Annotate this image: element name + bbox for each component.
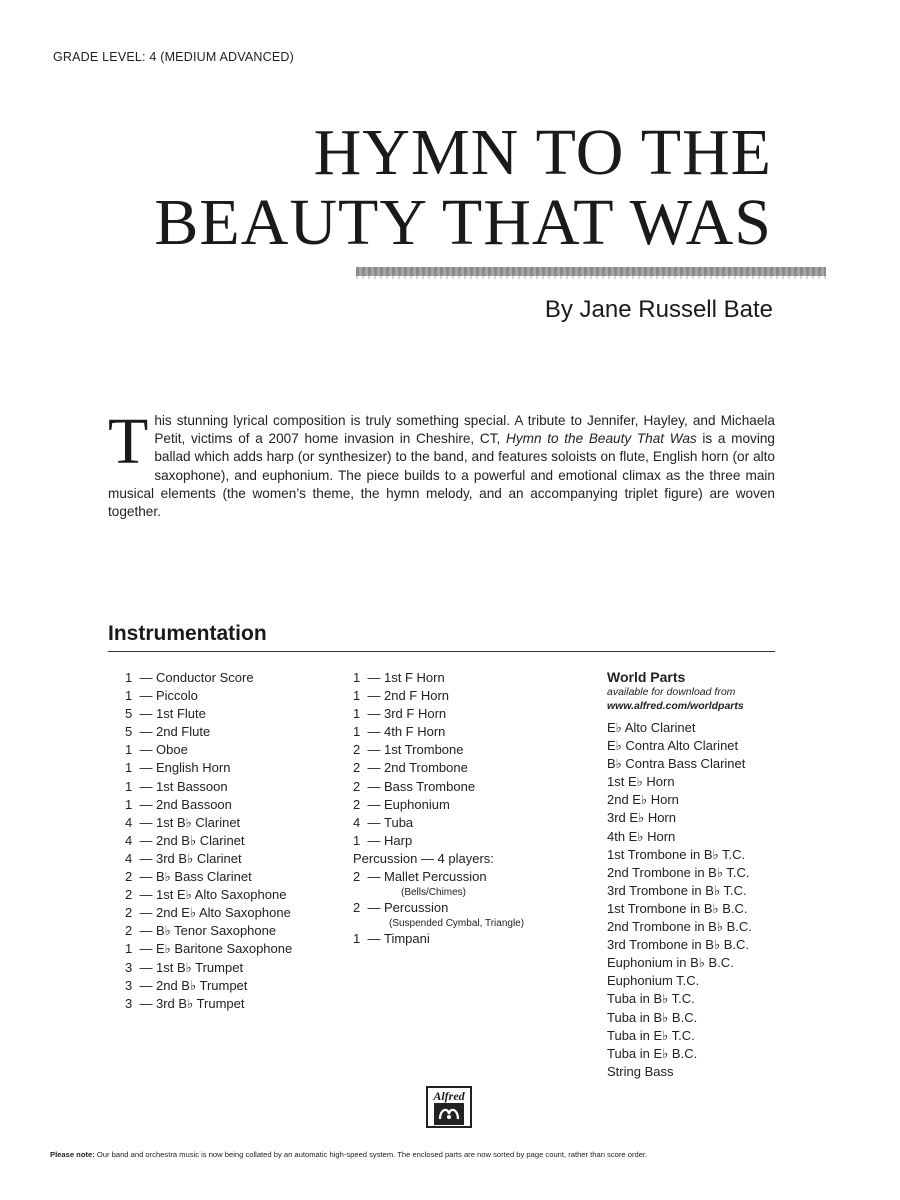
instrument-dash: — xyxy=(367,724,381,740)
instrument-item xyxy=(125,814,292,832)
instrument-dash: — xyxy=(139,670,153,685)
instrument-item xyxy=(353,723,524,741)
instrument-dash: — xyxy=(139,923,153,939)
instrument-dash: — xyxy=(367,760,381,776)
instrument-name: 1st B♭ Clarinet xyxy=(156,814,241,830)
instrument-count: 1 xyxy=(125,796,133,812)
instrument-dash: — xyxy=(367,670,381,685)
world-part-item: 4th E♭ Horn xyxy=(607,828,676,844)
instrument-count: 3 xyxy=(125,995,133,1011)
instrument-name: B♭ Bass Clarinet xyxy=(156,869,252,885)
instrument-count: 4 xyxy=(125,814,133,830)
instrument-dash: — xyxy=(367,869,381,885)
instrument-item xyxy=(353,687,524,705)
instrument-item xyxy=(353,832,524,850)
title-line-1: HYMN TO THE xyxy=(313,116,772,189)
intro-paragraph xyxy=(108,405,775,521)
instrument-item xyxy=(125,868,292,886)
instrument-dash: — xyxy=(139,905,153,921)
world-part-item: 1st Trombone in B♭ T.C. xyxy=(607,846,746,862)
instrument-name: Harp xyxy=(384,832,413,848)
instrument-item xyxy=(353,705,524,723)
instrument-dash: — xyxy=(367,796,381,812)
world-part-item: Tuba in E♭ T.C. xyxy=(607,1027,695,1043)
instrument-name: Conductor Score xyxy=(156,670,254,685)
drop-cap: T xyxy=(108,405,149,478)
alfred-logo-text: Alfred xyxy=(433,1089,465,1103)
instrument-name: 1st Trombone xyxy=(384,742,464,758)
instrument-name: 2nd Bassoon xyxy=(156,796,232,812)
world-part-item: 3rd Trombone in B♭ T.C. xyxy=(607,882,747,898)
instrument-count: 1 xyxy=(125,778,133,794)
instrument-count: 1 xyxy=(125,688,133,704)
world-parts-column xyxy=(607,669,752,1081)
world-part-item: Tuba in B♭ B.C. xyxy=(607,1009,698,1025)
instrument-name: 2nd B♭ Clarinet xyxy=(156,832,245,848)
instrument-item xyxy=(125,922,292,940)
world-part-item: 1st Trombone in B♭ B.C. xyxy=(607,900,748,916)
title-divider xyxy=(356,267,826,276)
instrument-name: 1st E♭ Alto Saxophone xyxy=(156,887,287,903)
instrument-name: Tuba xyxy=(384,814,414,830)
instrument-dash: — xyxy=(139,887,153,903)
instrument-item xyxy=(353,741,524,759)
world-part-item: 2nd Trombone in B♭ T.C. xyxy=(607,864,750,880)
instrument-name: 2nd E♭ Alto Saxophone xyxy=(156,905,291,921)
instrument-name: 1st Flute xyxy=(156,706,206,722)
footer-note xyxy=(50,1150,850,1159)
instrument-name: 3rd B♭ Clarinet xyxy=(156,850,242,866)
instrument-name: 3rd B♭ Trumpet xyxy=(156,995,245,1011)
instrument-name: English Horn xyxy=(156,760,231,776)
instrument-count: 4 xyxy=(353,814,361,830)
title-line-2: BEAUTY THAT WAS xyxy=(154,186,772,259)
instrument-dash: — xyxy=(139,796,153,812)
instrument-dash: — xyxy=(139,706,153,722)
instrument-item xyxy=(125,687,292,705)
instrument-name: 1st B♭ Trumpet xyxy=(156,959,244,975)
instrument-dash: — xyxy=(367,778,381,794)
instrument-column-2 xyxy=(353,669,524,948)
world-part-item: B♭ Contra Bass Clarinet xyxy=(607,756,746,772)
instrument-dash: — xyxy=(139,832,153,848)
instrument-item xyxy=(125,850,292,868)
instrument-count: 1 xyxy=(353,832,361,848)
instrument-item xyxy=(353,899,524,917)
world-part-item: Tuba in E♭ B.C. xyxy=(607,1045,698,1061)
instrument-name: Euphonium xyxy=(384,796,450,812)
instrument-item xyxy=(353,930,524,948)
instrument-count: 2 xyxy=(353,869,361,885)
title-divider-shadow xyxy=(356,276,826,279)
instrument-count: 1 xyxy=(125,760,133,776)
world-part-item: Euphonium in B♭ B.C. xyxy=(607,955,734,971)
instrument-count: 1 xyxy=(125,670,133,685)
instrument-name: Percussion xyxy=(384,900,449,916)
instrument-count: 2 xyxy=(125,887,133,903)
instrument-count: 3 xyxy=(125,959,133,975)
instrument-name: 4th F Horn xyxy=(384,724,446,740)
instrument-dash: — xyxy=(139,941,153,957)
instrument-count: 1 xyxy=(353,706,361,722)
world-part-item: 3rd Trombone in B♭ B.C. xyxy=(607,937,749,953)
instrument-item xyxy=(125,995,292,1013)
world-parts-title: World Parts xyxy=(607,669,686,685)
instrument-count: 1 xyxy=(353,688,361,704)
instrument-name: Oboe xyxy=(156,742,188,758)
percussion-subnote: (Bells/Chimes) xyxy=(401,887,467,899)
alfred-logo xyxy=(426,1086,472,1128)
instrument-count: 1 xyxy=(125,941,133,957)
instrument-name: 2nd F Horn xyxy=(384,688,450,704)
instrument-name: 2nd B♭ Trumpet xyxy=(156,977,248,993)
world-part-item: E♭ Contra Alto Clarinet xyxy=(607,738,739,754)
percussion-heading: Percussion — 4 players: xyxy=(353,850,494,866)
instrument-dash: — xyxy=(139,959,153,975)
instrument-dash: — xyxy=(367,832,381,848)
instrument-dash: — xyxy=(367,706,381,722)
instrument-item xyxy=(125,669,292,687)
instrument-item xyxy=(125,741,292,759)
instrument-count: 2 xyxy=(125,869,133,885)
world-part-item: E♭ Alto Clarinet xyxy=(607,720,696,735)
instrument-item xyxy=(353,778,524,796)
instrument-dash: — xyxy=(139,760,153,776)
instrument-dash: — xyxy=(139,850,153,866)
instrument-item xyxy=(125,940,292,958)
instrument-count: 5 xyxy=(125,706,133,722)
instrument-item xyxy=(353,868,524,886)
instrument-item xyxy=(125,723,292,741)
instrument-item xyxy=(353,669,524,687)
instrument-count: 1 xyxy=(353,670,361,685)
instrument-item xyxy=(125,705,292,723)
instrument-dash: — xyxy=(139,742,153,758)
world-part-item: 3rd E♭ Horn xyxy=(607,810,676,826)
instrument-count: 2 xyxy=(125,923,133,939)
instrumentation-divider xyxy=(108,651,775,652)
intro-text-part2: is a moving ballad which adds harp (or synthesizer) to the band, and features soloists on flute, English horn (or alto saxophone), and euphonium. The piece builds to a powerful and emotional climax as the three main musical elements (the women’s theme, the hymn melody, and an accompanying triplet figure) are woven together. xyxy=(108,431,775,520)
instrumentation-heading: Instrumentation xyxy=(108,622,267,645)
world-part-item: Euphonium T.C. xyxy=(607,973,700,989)
instrument-dash: — xyxy=(139,778,153,794)
footer-note-label: Please note: xyxy=(50,1150,95,1159)
instrument-dash: — xyxy=(139,688,153,704)
world-part-item: 1st E♭ Horn xyxy=(607,774,675,790)
instrument-count: 1 xyxy=(125,742,133,758)
instrument-dash: — xyxy=(139,869,153,885)
instrument-name: Timpani xyxy=(384,931,430,947)
instrument-count: 1 xyxy=(353,724,361,740)
instrument-count: 4 xyxy=(125,832,133,848)
instrument-dash: — xyxy=(367,688,381,704)
instrument-dash: — xyxy=(139,995,153,1011)
instrument-count: 2 xyxy=(353,900,361,916)
instrument-count: 5 xyxy=(125,724,133,740)
instrument-item xyxy=(125,759,292,777)
instrument-count: 2 xyxy=(353,742,361,758)
instrument-name: E♭ Baritone Saxophone xyxy=(156,941,293,957)
instrument-name: Mallet Percussion xyxy=(384,869,487,885)
alfred-logo-mark-icon xyxy=(434,1103,464,1125)
instrument-count: 3 xyxy=(125,977,133,993)
footer-note-text: Our band and orchestra music is now being collated by an automatic high-speed system. The enclosed parts are now sorted by page count, rather than score order. xyxy=(94,1150,648,1159)
world-part-item: String Bass xyxy=(607,1063,674,1079)
instrument-count: 2 xyxy=(125,905,133,921)
instrument-name: Piccolo xyxy=(156,688,198,704)
instrument-dash: — xyxy=(367,742,381,758)
world-parts-link[interactable]: www.alfred.com/worldparts xyxy=(607,700,744,712)
instrument-name: 3rd F Horn xyxy=(384,706,447,722)
instrument-item xyxy=(353,759,524,777)
instrument-column-1 xyxy=(125,669,292,1013)
instrument-item xyxy=(125,778,292,796)
instrument-dash: — xyxy=(139,724,153,740)
instrument-dash: — xyxy=(367,931,381,947)
instrument-dash: — xyxy=(139,977,153,993)
instrument-count: 2 xyxy=(353,760,361,776)
composer-byline: By Jane Russell Bate xyxy=(544,296,773,323)
instrument-item xyxy=(125,832,292,850)
percussion-subnote: (Suspended Cymbal, Triangle) xyxy=(389,918,525,930)
instrument-item xyxy=(125,959,292,977)
instrument-dash: — xyxy=(367,900,381,916)
intro-title-italic: Hymn to the Beauty That Was xyxy=(506,431,697,447)
instrument-name: 2nd Trombone xyxy=(384,760,468,776)
world-parts-note: available for download from xyxy=(607,686,736,698)
instrument-name: 2nd Flute xyxy=(156,724,211,740)
world-part-item: 2nd E♭ Horn xyxy=(607,792,679,808)
instrument-item xyxy=(353,796,524,814)
instrument-count: 1 xyxy=(353,931,361,947)
intro-text-part1: his stunning lyrical composition is truly something special. A tribute to Jennifer, Hayley, and Michaela Petit, victims of a 2007 home invasion in Cheshire, CT, xyxy=(154,413,775,447)
world-part-item: Tuba in B♭ T.C. xyxy=(607,991,695,1007)
instrument-item xyxy=(125,796,292,814)
world-part-item: 2nd Trombone in B♭ B.C. xyxy=(607,919,752,935)
instrument-dash: — xyxy=(367,814,381,830)
page-title xyxy=(154,118,772,258)
instrument-item xyxy=(125,977,292,995)
world-parts-list xyxy=(607,719,752,1081)
instrument-name: 1st F Horn xyxy=(384,670,445,685)
instrument-item xyxy=(125,904,292,922)
instrument-item xyxy=(125,886,292,904)
instrument-count: 2 xyxy=(353,778,361,794)
instrument-item xyxy=(353,814,524,832)
instrument-name: Bass Trombone xyxy=(384,778,476,794)
instrument-count: 2 xyxy=(353,796,361,812)
instrument-name: 1st Bassoon xyxy=(156,778,228,794)
grade-level: GRADE LEVEL: 4 (MEDIUM ADVANCED) xyxy=(53,50,294,64)
instrument-name: B♭ Tenor Saxophone xyxy=(156,923,277,939)
instrument-count: 4 xyxy=(125,850,133,866)
instrument-dash: — xyxy=(139,814,153,830)
